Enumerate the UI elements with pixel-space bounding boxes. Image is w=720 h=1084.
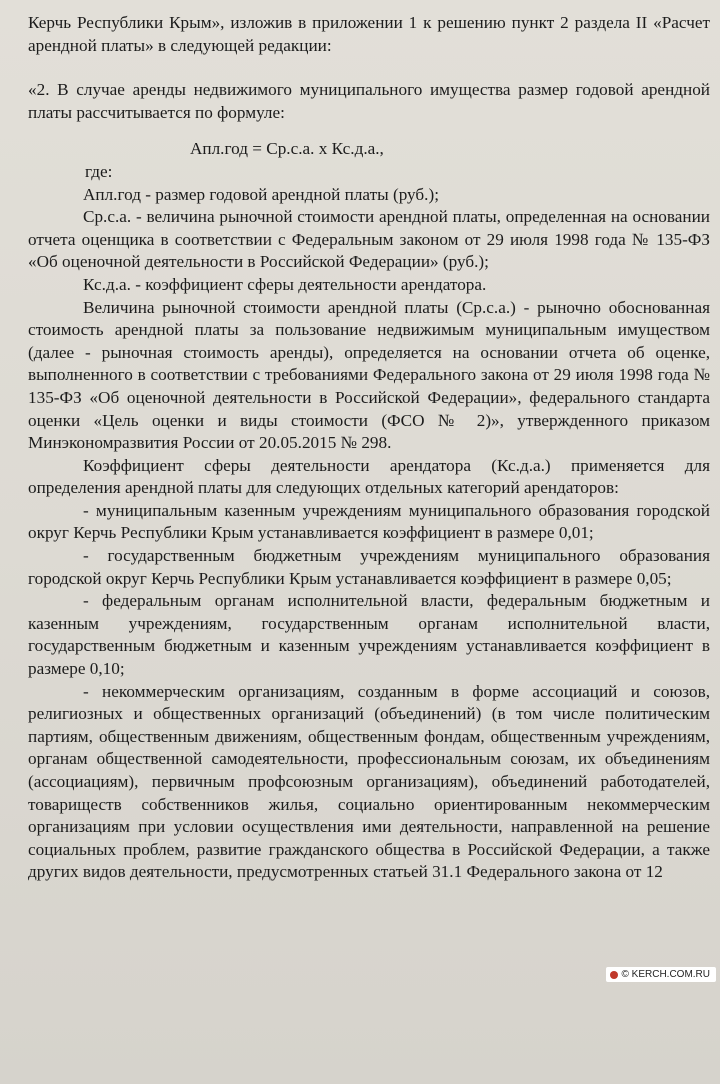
watermark-text: © KERCH.COM.RU [621, 969, 710, 980]
document-text [28, 12, 710, 884]
kerch-logo-icon [610, 971, 618, 979]
list-item-municipal: - муниципальным казенным учреждениям муниципального образования городской округ Керчь Республики Крым устанавливается коэффициент в размере 0,01; [28, 500, 710, 543]
paragraph-intro: Керчь Республики Крым», изложив в приложении 1 к решению пункт 2 раздела II «Расчет арендной платы» в следующей редакции: [28, 13, 710, 55]
watermark [606, 967, 716, 982]
list-item-nonprofit: - некоммерческим организациям, созданным в форме ассоциаций и союзов, религиозных и общественных организаций (объединений) (в том числе политическим партиям, общественным движениям, общественным фондам, общественным учреждениям, органам общественной самодеятельности, профессиональным союзам, их объединениям (ассоциациям), первичным профсоюзным организациям), объединений работодателей, товариществ собственников жилья, социально ориентированным некоммерческим организациям при условии осуществления ими деятельности, направленной на решение социальных проблем, развитие гражданского общества в Российской Федерации, а также других видов деятельности, предусмотренных статьей 31.1 Федерального закона от 12 [28, 681, 710, 882]
list-item-state-budget: - государственным бюджетным учреждениям муниципального образования городской округ Керчь Республики Крым устанавливается коэффициент в размере 0,05; [28, 546, 710, 588]
definition-ksda: Кс.д.а. - коэффициент сферы деятельности арендатора. [83, 274, 487, 294]
paragraph-market-value: Величина рыночной стоимости арендной платы (Ср.с.а.) - рыночно обоснованная стоимость арендной платы за пользование недвижимым муниципальным имуществом (далее - рыночная стоимость аренды), определяется на основании отчета об оценке, выполненного в соответствии с требованиями Федерального закона от 29 июля 1998 года № 135-ФЗ «Об оценочной деятельности в Российской Федерации», федерального стандарта оценки «Цель оценки и виды стоимости (ФСО № 2)», утвержденного приказом Минэкономразвития России от 20.05.2015 № 298. [28, 297, 710, 453]
definition-srsa: Ср.с.а. - величина рыночной стоимости арендной платы, определенная на основании отчета оценщика в соответствии с Федеральным законом от 29 июля 1998 года № 135-ФЗ «Об оценочной деятельности в Российской Федерации» (руб.); [28, 207, 710, 272]
paragraph-where: где: [85, 161, 113, 181]
paragraph-point-2: «2. В случае аренды недвижимого муниципального имущества размер годовой арендной платы рассчитывается по формуле: [28, 80, 710, 122]
list-item-federal: - федеральным органам исполнительной власти, федеральным бюджетным и казенным учреждениям, государственным органам исполнительной власти, государственным бюджетным и казенным учреждениям устанавливается коэффициент в размере 0,10; [28, 591, 710, 679]
paragraph-coefficient: Коэффициент сферы деятельности арендатора (Кс.д.а.) применяется для определения арендной платы для следующих отдельных категорий арендаторов: [28, 455, 710, 498]
formula: Апл.год = Ср.с.а. х Кс.д.а., [190, 139, 384, 159]
definition-apl: Апл.год - размер годовой арендной платы (руб.); [83, 184, 439, 204]
